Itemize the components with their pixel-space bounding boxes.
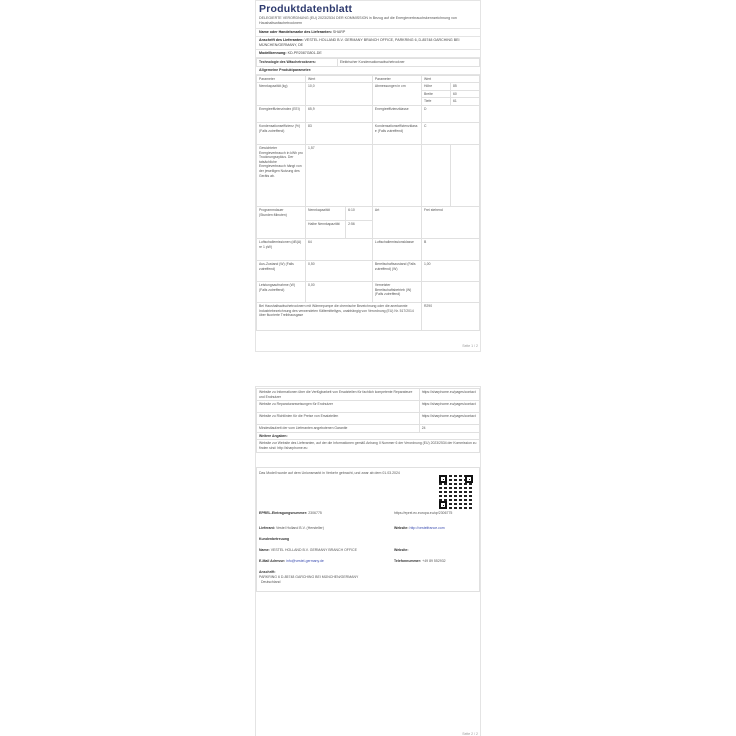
param-value: 83 (306, 122, 373, 144)
table-row (257, 238, 480, 260)
info-label: Website zu Richtlinien für die Preise von Ersatzteilen (257, 413, 420, 425)
general-params-heading: Allgemeine Produktparameter: (256, 67, 480, 75)
info-value: 24 (419, 425, 479, 433)
param-label: Abmessungen in cm (372, 83, 421, 106)
param-label: Kondensationseffizienz (%) (Falls zutreffend) (257, 122, 306, 144)
email-label: E-Mail Adresse: (259, 559, 286, 563)
info-label: Website zu Informationen über die Verfügbarkeit von Ersatzteilen für fachlich kompetente Reparateure und Endnutzer (257, 389, 420, 401)
param-label: Nennkapazität (kg) (257, 83, 306, 106)
model-value: KD-PR2087G801-DE (287, 51, 322, 55)
qr-finder (465, 475, 473, 483)
table-header-row (257, 75, 480, 83)
website-label: Website: (394, 548, 409, 552)
email-link[interactable]: info@vestel-germany.de (286, 559, 324, 563)
empty-cell (421, 144, 450, 206)
eprel-label: EPREL-Eintragungsnummer: (259, 511, 308, 515)
param-label: Leistungsaufnahme (W) (Falls zutreffend) (257, 281, 306, 302)
param-label: Energieeffizienzklasse (372, 105, 421, 122)
page-number: Seite 2 / 2 (462, 732, 478, 736)
dim-value: 60 (450, 90, 479, 98)
eprel-value: 2306775 (308, 511, 322, 515)
dim-value: 85 (450, 83, 479, 91)
datasheet-page-1 (255, 0, 481, 352)
supplier-row (256, 29, 480, 37)
param-value: 0,50 (306, 260, 373, 281)
customer-service-heading: Kundenbetreuung (259, 537, 290, 541)
table-row (257, 302, 480, 330)
param-label (372, 144, 421, 206)
param-value: 1,57 (306, 144, 373, 206)
heatpump-note: Bei Haushaltswäschetrocknern mit Wärmepumpe die chemische Bezeichnung oder die anerkannte Industriebezeichnung des verwendeten Kältemitteltyps, unabhängig von Verordnung (EU) Nr. 517/2014 über fluorierte Treibhausgase (257, 302, 422, 330)
param-label: Energieeffizienzindex (EEI) (257, 105, 306, 122)
param-label: Vernetzter Bereitschaftsbetrieb (W) (Falls zutreffend) (372, 281, 421, 302)
model-label: Modellkennung: (259, 51, 287, 55)
name-label: Name: (259, 548, 270, 552)
info-link[interactable]: https://sharphome.eu/pages/contact (419, 389, 479, 401)
header-value: Wert (306, 75, 373, 83)
tech-value: Elektrischer Kondensationswäschetrockner (337, 59, 479, 67)
table-row (257, 432, 480, 440)
header-value: Wert (421, 75, 479, 83)
info-link[interactable]: https://sharphome.eu/pages/contact (419, 401, 479, 413)
param-label: Kondensationseffizienzklasse (Falls zutreffend) (372, 122, 421, 144)
table-row (257, 401, 480, 413)
param-label: Art (372, 206, 421, 238)
param-value: 65,9 (306, 105, 373, 122)
sub-value: 6:10 (346, 206, 373, 220)
address-row (256, 37, 480, 50)
table-row (257, 281, 480, 302)
phone-value: +49 89 552932 (422, 559, 446, 563)
dim-label: Tiefe (421, 98, 450, 106)
dim-value: 61 (450, 98, 479, 106)
param-label: Gewichteter Energieverbrauch in kWh pro Trocknungszyklus. Der tatsächliche Energieverbrauch hängt von der jeweiligen Nutzung des Geräts ab. (257, 144, 306, 206)
name-value: VESTEL HOLLAND B.V. GERMANY BRANCH OFFICE (270, 548, 357, 552)
further-text: Website zur Website des Lieferanten, auf der die Informationen gemäß Anhang II Nummer 6 der Verordnung (EU) 2023/2534 der Kommission zu finden sind: http://sharphome.eu (257, 440, 480, 452)
table-row (257, 260, 480, 281)
tech-label: Technologie des Wäschetrockners: (257, 59, 338, 67)
info-link[interactable]: https://sharphome.eu/pages/contact (419, 413, 479, 425)
regulation-subtitle: DELEGIERTE VERORDNUNG (EU) 2023/2534 DER KOMMISSION in Bezug auf die Energieverbrauchskennzeichnung von Haushaltswäschetrocknern (256, 16, 480, 29)
model-row (256, 50, 480, 58)
address-value: PARKRING 6 D-85748 GARCHING BEI MÜNCHEN/GERMANY (259, 575, 359, 579)
empty-cell (450, 144, 479, 206)
sub-value: 2:56 (346, 220, 373, 238)
header-parameter: Parameter (257, 75, 306, 83)
supplier-label: Lieferant: (259, 526, 275, 530)
supplier-value: SHARP (332, 30, 346, 34)
param-label: Aus-Zustand (W) (Falls zutreffend) (257, 260, 306, 281)
params-table (256, 75, 480, 331)
header-parameter: Parameter (372, 75, 421, 83)
param-value (421, 281, 479, 302)
website-link[interactable]: http://vestelfrance.com (409, 526, 445, 530)
supplier-value: Vestel Holland B.V. (Hersteller) (275, 526, 324, 530)
sub-label: Halbe Nennkapazität (306, 220, 346, 238)
param-label: Programmdauer (Stunden:Minuten) (257, 206, 306, 238)
info-table (256, 388, 480, 453)
param-value: D (421, 105, 479, 122)
address-label: Anschrift des Lieferanten: (259, 38, 304, 42)
param-value: 0,00 (306, 281, 373, 302)
heatpump-value: R290 (421, 302, 479, 330)
phone-label: Telefonnummer: (394, 559, 422, 563)
param-value: C (421, 122, 479, 144)
table-row (257, 413, 480, 425)
qr-finder (439, 475, 447, 483)
dim-label: Höhe (421, 83, 450, 91)
param-label: Luftschallemissionen (dB(A) re 1 pW) (257, 238, 306, 260)
market-date-text: Das Modell wurde auf dem Unionsmarkt in Verkehr gebracht, und zwar ab dem 01.03.2024 (259, 471, 400, 475)
param-value: 64 (306, 238, 373, 260)
tech-table (256, 58, 480, 67)
supplier-label: Name oder Handelsmarke des Lieferanten: (259, 30, 332, 34)
qr-code-icon[interactable] (437, 473, 475, 511)
dim-label: Breite (421, 90, 450, 98)
page-title: Produktdatenblatt (259, 3, 353, 15)
table-row (257, 425, 480, 433)
info-label: Mindestlaufzeit der vom Lieferanten angebotenen Garantie (257, 425, 420, 433)
address-label: Anschrift: (259, 570, 276, 574)
param-value: 1,00 (421, 260, 479, 281)
param-value: 10,0 (306, 83, 373, 106)
table-row (257, 105, 480, 122)
table-row (257, 83, 480, 91)
table-row (257, 389, 480, 401)
datasheet-page-2 (255, 386, 481, 736)
param-value: B (421, 238, 479, 260)
info-label: Website zu Reparaturanweisungen für Endnutzer (257, 401, 420, 413)
table-row (257, 206, 480, 220)
page-number: Seite 1 / 2 (462, 344, 478, 348)
param-label: Bereitschaftszustand (Falls zutreffend) (W) (372, 260, 421, 281)
contact-box (256, 467, 480, 592)
qr-finder (439, 501, 447, 509)
table-row (257, 440, 480, 452)
table-row (257, 122, 480, 144)
further-heading: Weitere Angaben: (257, 432, 480, 440)
eprel-link[interactable]: https://eprel.ec.europa.eu/qr/2306775 (394, 511, 453, 515)
website-label: Website: (394, 526, 409, 530)
param-value: Frei stehend (421, 206, 479, 238)
param-label: Luftschallemissionsklasse (372, 238, 421, 260)
country-value: Deutschland (261, 580, 281, 584)
table-row (257, 144, 480, 206)
address-value: VESTEL HOLLAND B.V. GERMANY BRANCH OFFICE, PARKRING 6, D-85748 GARCHING BEI MÜNCHEN/GERMANY, DE (259, 38, 460, 47)
sub-label: Nennkapazität (306, 206, 346, 220)
